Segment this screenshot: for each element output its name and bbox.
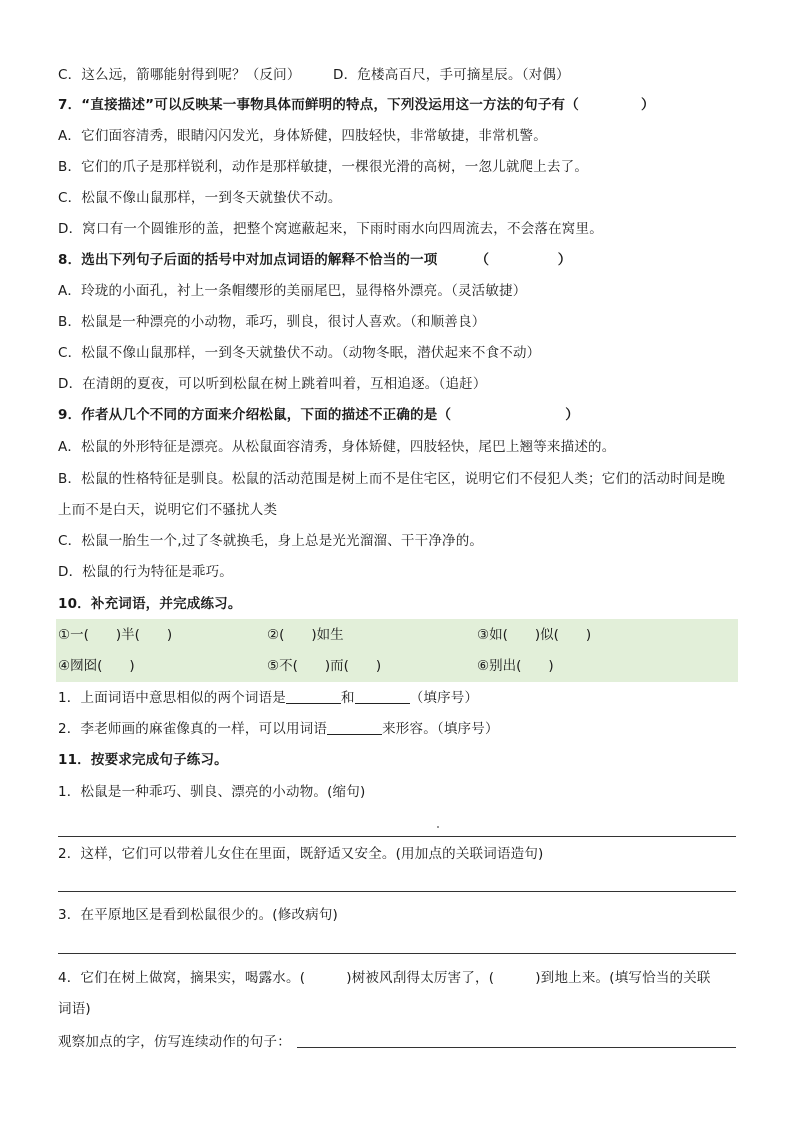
- q11-sub4-line1: 4．它们在树上做窝，摘果实，喝露水。( )树被风刮得太厉害了，( )到地上来。(填写恰当的关联: [58, 970, 711, 986]
- q11-sub5: 观察加点的字，仿写连续动作的句子：: [58, 1034, 291, 1050]
- q9-option-d: D．松鼠的行为特征是乖巧。: [58, 564, 233, 580]
- q10-blank-1[interactable]: [286, 689, 341, 704]
- q7-option-a: A．它们面容清秀，眼睛闪闪发光，身体矫健，四肢轻快，非常敏捷，非常机警。: [58, 128, 547, 144]
- q9-option-b-line2: 上而不是白天，说明它们不骚扰人类: [58, 502, 278, 518]
- q8-option-c: C．松鼠不像山鼠那样，一到冬天就蛰伏不动。（动物冬眠，潜伏起来不食不动）: [58, 345, 541, 361]
- q10-word-6: ⑥别出( ): [477, 658, 554, 674]
- q8-option-d: D．在清朗的夏夜，可以听到松鼠在树上跳着叫着，互相追逐。（追赶）: [58, 376, 487, 392]
- q10-word-2: ②( )如生: [267, 627, 344, 643]
- q6-option-d: D．危楼高百尺，手可摘星辰。（对偶）: [333, 67, 570, 83]
- q10-sub1: 1．上面词语中意思相似的两个词语是 和 （填序号）: [58, 690, 479, 706]
- q10-blank-3[interactable]: [327, 720, 382, 735]
- q9-option-b-line1: B．松鼠的性格特征是驯良。松鼠的活动范围是树上而不是住宅区，说明它们不侵犯人类；它们的活动时间是晚: [58, 471, 726, 487]
- q7-option-b: B．它们的爪子是那样锐利，动作是那样敏捷，一棵很光滑的高树，一忽儿就爬上去了。: [58, 159, 589, 175]
- q6-option-c: C．这么远，箭哪能射得到呢？（反问）: [58, 67, 301, 83]
- q11-sub3: 3．在平原地区是看到松鼠很少的。(修改病句): [58, 907, 339, 923]
- q10-word-1: ①一( )半( ): [58, 627, 173, 643]
- q9-option-c: C．松鼠一胎生一个,过了冬就换毛，身上总是光光溜溜、干干净净的。: [58, 533, 484, 549]
- q10-word-box: [56, 619, 738, 682]
- q11-sub1: 1．松鼠是一种乖巧、驯良、漂亮的小动物。(缩句): [58, 784, 366, 800]
- q10-blank-2[interactable]: [355, 689, 410, 704]
- q11-sub4-line2: 词语): [58, 1001, 91, 1017]
- q9-stem: 9．作者从几个不同的方面来介绍松鼠，下面的描述不正确的是（ ）: [58, 407, 579, 423]
- q11-answer-line-4[interactable]: [297, 1047, 736, 1048]
- q7-option-d: D．窝口有一个圆锥形的盖，把整个窝遮蔽起来，下雨时雨水向四周流去，不会落在窝里。: [58, 221, 603, 237]
- stray-dot: [437, 826, 439, 828]
- q7-option-c: C．松鼠不像山鼠那样，一到冬天就蛰伏不动。: [58, 190, 342, 206]
- q11-stem: 11．按要求完成句子练习。: [58, 752, 228, 768]
- q11-sub2: 2．这样，它们可以带着儿女住在里面，既舒适又安全。(用加点的关联词语造句): [58, 846, 544, 862]
- q6-option-row: [58, 66, 748, 84]
- q9-option-a: A．松鼠的外形特征是漂亮。从松鼠面容清秀，身体矫健，四肢轻快，尾巴上翘等来描述的。: [58, 439, 616, 455]
- q11-answer-line-1[interactable]: [58, 836, 736, 837]
- q10-stem: 10．补充词语，并完成练习。: [58, 596, 242, 612]
- q10-word-3: ③如( )似( ): [477, 627, 592, 643]
- q7-stem: 7．“直接描述”可以反映某一事物具体而鲜明的特点，下列没运用这一方法的句子有（ ）: [58, 97, 655, 113]
- q10-word-5: ⑤不( )而( ): [267, 658, 382, 674]
- q8-option-b: B．松鼠是一种漂亮的小动物，乖巧，驯良，很讨人喜欢。（和顺善良）: [58, 314, 486, 330]
- q8-stem: 8．选出下列句子后面的括号中对加点词语的解释不恰当的一项 （ ）: [58, 252, 572, 268]
- q11-answer-line-2[interactable]: [58, 891, 736, 892]
- q10-sub2: 2．李老师画的麻雀像真的一样，可以用词语 来形容。（填序号）: [58, 721, 499, 737]
- q8-option-a: A．玲珑的小面孔，衬上一条帽缨形的美丽尾巴，显得格外漂亮。（灵活敏捷）: [58, 283, 527, 299]
- q11-answer-line-3[interactable]: [58, 953, 736, 954]
- q10-word-4: ④囫囵( ): [58, 658, 135, 674]
